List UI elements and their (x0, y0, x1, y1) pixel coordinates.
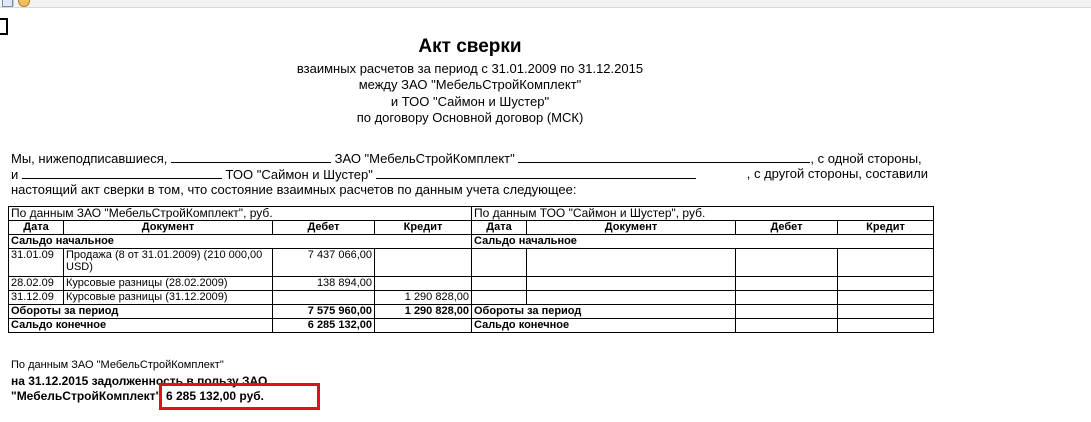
empty-cell (736, 319, 838, 333)
row-credit: 1 290 828,00 (375, 291, 472, 305)
closing-label-right: Сальдо конечное (472, 319, 736, 333)
table-row (9, 235, 934, 249)
intro-party-one: ЗАО "МебельСтройКомплект" (334, 151, 515, 166)
empty-cell (472, 291, 527, 305)
row-date: 31.12.09 (9, 291, 64, 305)
empty-cell (736, 291, 838, 305)
row-debit (273, 291, 375, 305)
window-icon[interactable] (2, 0, 13, 7)
footer-source: По данным ЗАО "МебельСтройКомплект" (11, 359, 224, 371)
empty-cell (838, 291, 934, 305)
table-row (9, 291, 934, 305)
turnover-label-left: Обороты за период (9, 305, 273, 319)
left-header: По данным ЗАО "МебельСтройКомплект", руб. (9, 207, 472, 221)
right-header: По данным ТОО "Саймон и Шустер", руб. (472, 207, 934, 221)
refresh-icon[interactable] (18, 0, 30, 7)
party-two-line: и ТОО "Саймон и Шустер" (390, 94, 550, 109)
row-credit (375, 277, 472, 291)
period-line: взаимных расчетов за период с 31.01.2009 по 31.12.2015 (296, 61, 644, 76)
closing-label-left: Сальдо конечное (9, 319, 273, 333)
col-debit: Дебет (273, 221, 375, 235)
col-credit: Кредит (375, 221, 472, 235)
intro-side-one: , с одной стороны, (810, 151, 922, 166)
footer-party: "МебельСтройКомплект" (11, 389, 162, 403)
footer-debt-line: на 31.12.2015 задолженность в пользу ЗАО (11, 374, 268, 388)
empty-cell (838, 277, 934, 291)
intro-party-two: ТОО "Саймон и Шустер" (225, 167, 373, 182)
footer-amount: 6 285 132,00 руб. (166, 389, 264, 403)
row-doc: Продажа (8 от 31.01.2009) (210 000,00 USD) (64, 249, 273, 277)
document-title: Акт сверки (418, 36, 522, 57)
opening-balance-left: Сальдо начальное (9, 235, 472, 249)
empty-cell (838, 305, 934, 319)
empty-cell (527, 249, 736, 277)
empty-cell (375, 319, 472, 333)
col-date: Дата (9, 221, 64, 235)
closing-debit: 6 285 132,00 (273, 319, 375, 333)
col-doc: Документ (527, 221, 736, 235)
col-date: Дата (472, 221, 527, 235)
row-credit (375, 249, 472, 277)
col-debit: Дебет (736, 221, 838, 235)
party-one-line: между ЗАО "МебельСтройКомплект" (358, 77, 582, 92)
table-row (9, 319, 934, 333)
table-row (9, 277, 934, 291)
table-row (9, 207, 934, 221)
empty-cell (527, 277, 736, 291)
empty-cell (527, 291, 736, 305)
row-doc: Курсовые разницы (31.12.2009) (64, 291, 273, 305)
table-row (9, 305, 934, 319)
table-row (9, 221, 934, 235)
turnover-label-right: Обороты за период (472, 305, 736, 319)
contract-line: по договору Основной договор (МСК) (356, 110, 584, 125)
empty-cell (736, 249, 838, 277)
intro-side-two: , с другой стороны, составили (746, 166, 928, 181)
row-debit: 7 437 066,00 (273, 249, 375, 277)
empty-cell (838, 249, 934, 277)
col-doc: Документ (64, 221, 273, 235)
empty-cell (838, 319, 934, 333)
intro-and-text: и (11, 167, 19, 182)
highlight-box (159, 383, 320, 410)
toolbar-separator (13, 0, 14, 6)
signatory-blank-4 (376, 166, 696, 179)
turnover-debit: 7 575 960,00 (273, 305, 375, 319)
empty-cell (736, 277, 838, 291)
intro-we-text: Мы, нижеподписавшиеся, (11, 151, 168, 166)
turnover-credit: 1 290 828,00 (375, 305, 472, 319)
empty-cell (736, 305, 838, 319)
empty-cell (472, 277, 527, 291)
opening-balance-right: Сальдо начальное (472, 235, 934, 249)
col-credit: Кредит (838, 221, 934, 235)
reconciliation-table (8, 206, 934, 333)
table-row (9, 249, 934, 277)
empty-cell (472, 249, 527, 277)
cell-cursor-marker (0, 18, 8, 35)
row-date: 31.01.09 (9, 249, 64, 277)
toolbar (0, 0, 1091, 8)
row-doc: Курсовые разницы (28.02.2009) (64, 277, 273, 291)
intro-line-3: настоящий акт сверки в том, что состояние взаимных расчетов по данным учета следующее: (11, 182, 577, 197)
signatory-blank-1 (171, 150, 331, 163)
intro-line-2 (11, 166, 928, 182)
signatory-blank-2 (518, 150, 810, 163)
row-debit: 138 894,00 (273, 277, 375, 291)
signatory-blank-3 (22, 166, 222, 179)
row-date: 28.02.09 (9, 277, 64, 291)
intro-line-1 (11, 150, 928, 166)
